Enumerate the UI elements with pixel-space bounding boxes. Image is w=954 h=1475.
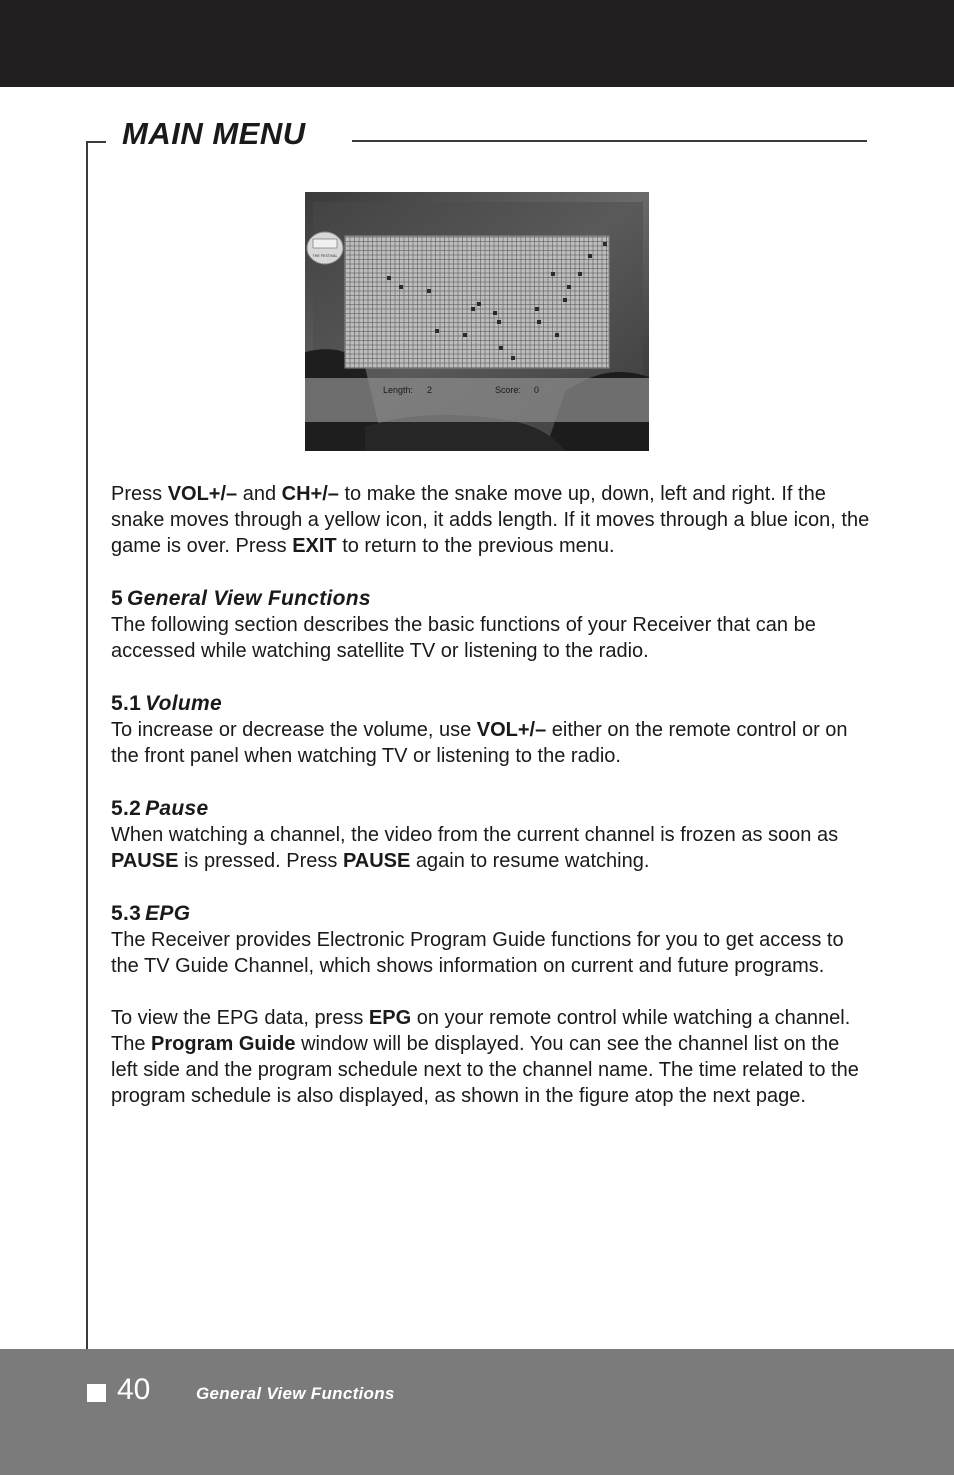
- body-content: [111, 481, 871, 1109]
- footer-title: General View Functions: [196, 1384, 395, 1403]
- snake-game-screenshot: [305, 192, 649, 451]
- footer-square-icon: [87, 1384, 106, 1402]
- page-frame-line: [86, 141, 88, 1349]
- heading-5-2: 5.2 Pause: [111, 797, 209, 820]
- score-value: 0: [534, 385, 540, 395]
- snake-instructions: Press VOL+/– and CH+/– to make the snake move up, down, left and right. If the snake moves through a yellow icon, it adds length. If it moves through a blue icon, the game is over. Press EXIT to return to the previous menu.: [111, 483, 870, 557]
- page-number: 40: [117, 1373, 151, 1406]
- section-title: MAIN MENU: [122, 116, 306, 151]
- heading-5: 5 General View Functions: [111, 587, 371, 610]
- paragraph-5-3-epg: To view the EPG data, press EPG on your remote control while watching a channel. The Program Guide window will be displayed. You can see the channel list on the left side and the program schedule next to the channel name. The time related to the program schedule is also displayed, as shown in the figure atop the next page.: [111, 1007, 859, 1107]
- page-frame-tick: [86, 141, 106, 143]
- header-bar: [0, 0, 954, 87]
- game-logo-text: THE FESTIVAL: [312, 254, 338, 258]
- length-value: 2: [427, 385, 433, 395]
- heading-5-1: 5.1 Volume: [111, 692, 222, 715]
- footer-bar: [0, 1349, 954, 1475]
- paragraph-5-3: The Receiver provides Electronic Program Guide functions for you to get access to the TV Guide Channel, which shows information on current and future programs.: [111, 929, 844, 977]
- paragraph-5-1: To increase or decrease the volume, use VOL+/– either on the remote control or on the front panel when watching TV or listening to the radio.: [111, 719, 848, 767]
- paragraph-5: The following section describes the basic functions of your Receiver that can be accessed while watching satellite TV or listening to the radio.: [111, 614, 816, 662]
- paragraph-5-2: When watching a channel, the video from the current channel is frozen as soon as PAUSE is pressed. Press PAUSE again to resume watching.: [111, 824, 839, 872]
- score-label: Score:: [495, 385, 522, 395]
- title-rule: [352, 140, 867, 142]
- game-logo: [307, 232, 343, 264]
- heading-5-3: 5.3 EPG: [111, 902, 191, 925]
- length-label: Length:: [383, 385, 414, 395]
